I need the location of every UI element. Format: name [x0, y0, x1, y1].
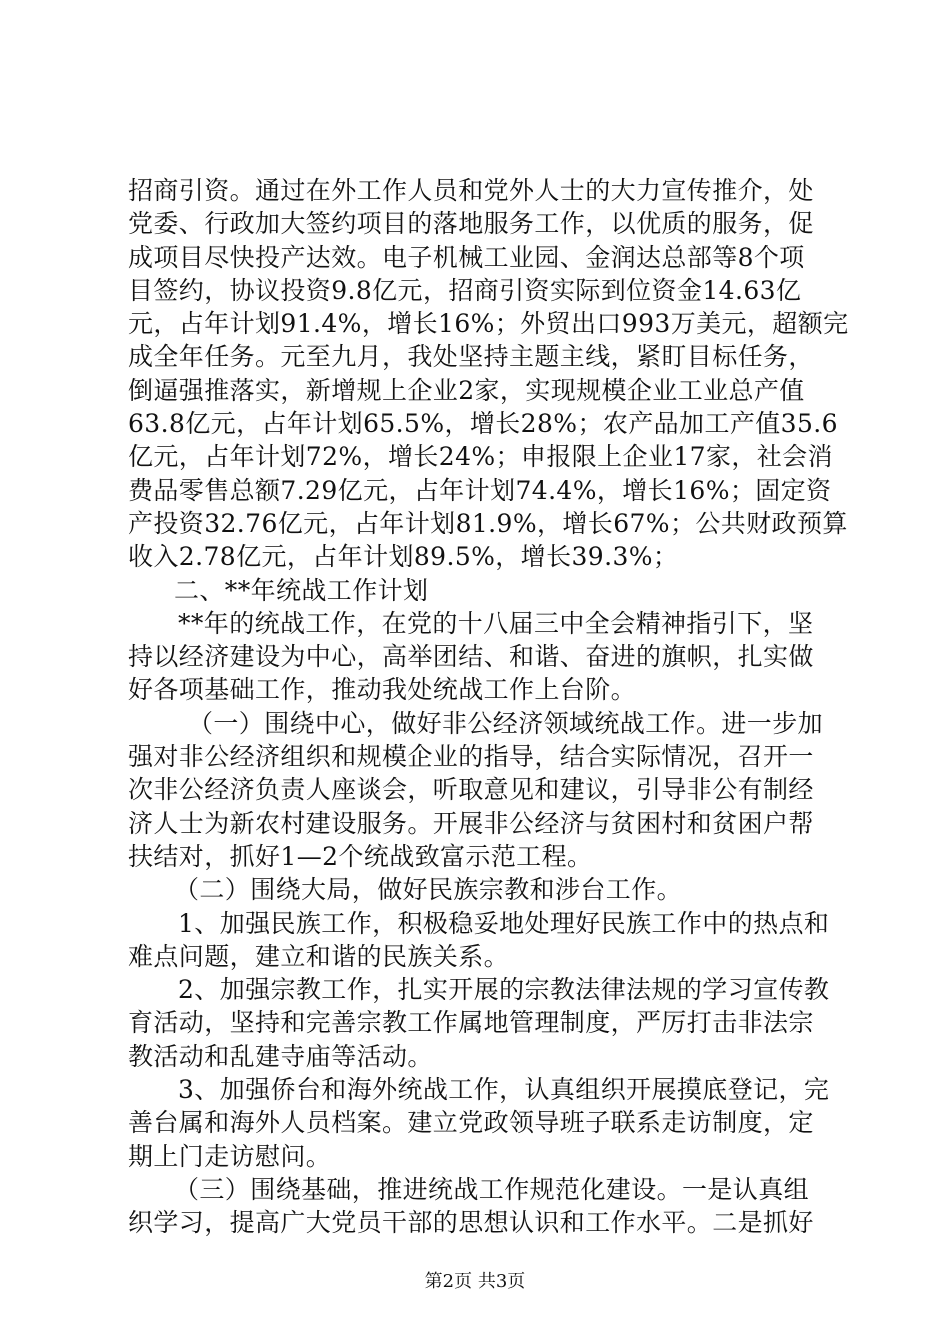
- text-line: 党委、行政加大签约项目的落地服务工作，以优质的服务，促: [128, 209, 814, 239]
- subsection-heading: （二）围绕大局，做好民族宗教和涉台工作。: [174, 875, 683, 905]
- text-line: 目签约，协议投资9.8亿元，招商引资实际到位资金14.63亿: [128, 275, 802, 305]
- text-line: 次非公经济负责人座谈会，听取意见和建议，引导非公有制经: [128, 775, 814, 805]
- text-line: 好各项基础工作，推动我处统战工作上台阶。: [128, 675, 637, 705]
- text-line: 3、加强侨台和海外统战工作，认真组织开展摸底登记，完: [178, 1075, 830, 1105]
- text-line: 产投资32.76亿元，占年计划81.9%，增长67%；公共财政预算: [128, 508, 848, 538]
- text-line: 63.8亿元，占年计划65.5%，增长28%；农产品加工产值35.6: [128, 409, 838, 439]
- text-line: （一）围绕中心，做好非公经济领域统战工作。进一步加: [188, 708, 824, 738]
- text-line: 教活动和乱建寺庙等活动。: [128, 1041, 433, 1071]
- text-line: 善台属和海外人员档案。建立党政领导班子联系走访制度，定: [128, 1108, 814, 1138]
- text-line: 元，占年计划91.4%，增长16%；外贸出口993万美元，超额完: [128, 309, 849, 339]
- text-line: 济人士为新农村建设服务。开展非公经济与贫困村和贫困户帮: [128, 808, 814, 838]
- text-line: 收入2.78亿元，占年计划89.5%，增长39.3%；: [128, 542, 679, 572]
- text-line: （三）围绕基础，推进统战工作规范化建设。一是认真组: [174, 1174, 810, 1204]
- text-line: 费品零售总额7.29亿元，占年计划74.4%，增长16%；固定资: [128, 475, 832, 505]
- text-line: 强对非公经济组织和规模企业的指导，结合实际情况，召开一: [128, 742, 814, 772]
- text-line: 织学习，提高广大党员干部的思想认识和工作水平。二是抓好: [128, 1208, 814, 1238]
- section-heading: 二、**年统战工作计划: [174, 575, 429, 605]
- text-line: 期上门走访慰问。: [128, 1141, 332, 1171]
- text-line: 持以经济建设为中心，高举团结、和谐、奋进的旗帜，扎实做: [128, 642, 814, 672]
- text-line: 亿元，占年计划72%，增长24%；申报限上企业17家，社会消: [128, 442, 833, 472]
- text-line: **年的统战工作，在党的十八届三中全会精神指引下，坚: [178, 608, 814, 638]
- text-line: 扶结对，抓好1—2个统战致富示范工程。: [128, 841, 593, 871]
- text-line: 育活动，坚持和完善宗教工作属地管理制度，严厉打击非法宗: [128, 1008, 814, 1038]
- page-indicator: 第2页 共3页: [424, 1271, 526, 1292]
- text-line: 招商引资。通过在外工作人员和党外人士的大力宣传推介，处: [128, 176, 814, 205]
- text-line: 成项目尽快投产达效。电子机械工业园、金润达总部等8个项: [128, 242, 805, 272]
- text-line: 1、加强民族工作，积极稳妥地处理好民族工作中的热点和: [178, 908, 830, 938]
- text-line: 难点问题，建立和谐的民族关系。: [128, 941, 510, 971]
- text-line: 成全年任务。元至九月，我处坚持主题主线，紧盯目标任务，: [128, 342, 814, 372]
- document-body: [128, 174, 849, 1240]
- text-line: 倒逼强推落实，新增规上企业2家，实现规模企业工业总产值: [128, 375, 805, 405]
- text-line: 2、加强宗教工作，扎实开展的宗教法律法规的学习宣传教: [178, 975, 830, 1005]
